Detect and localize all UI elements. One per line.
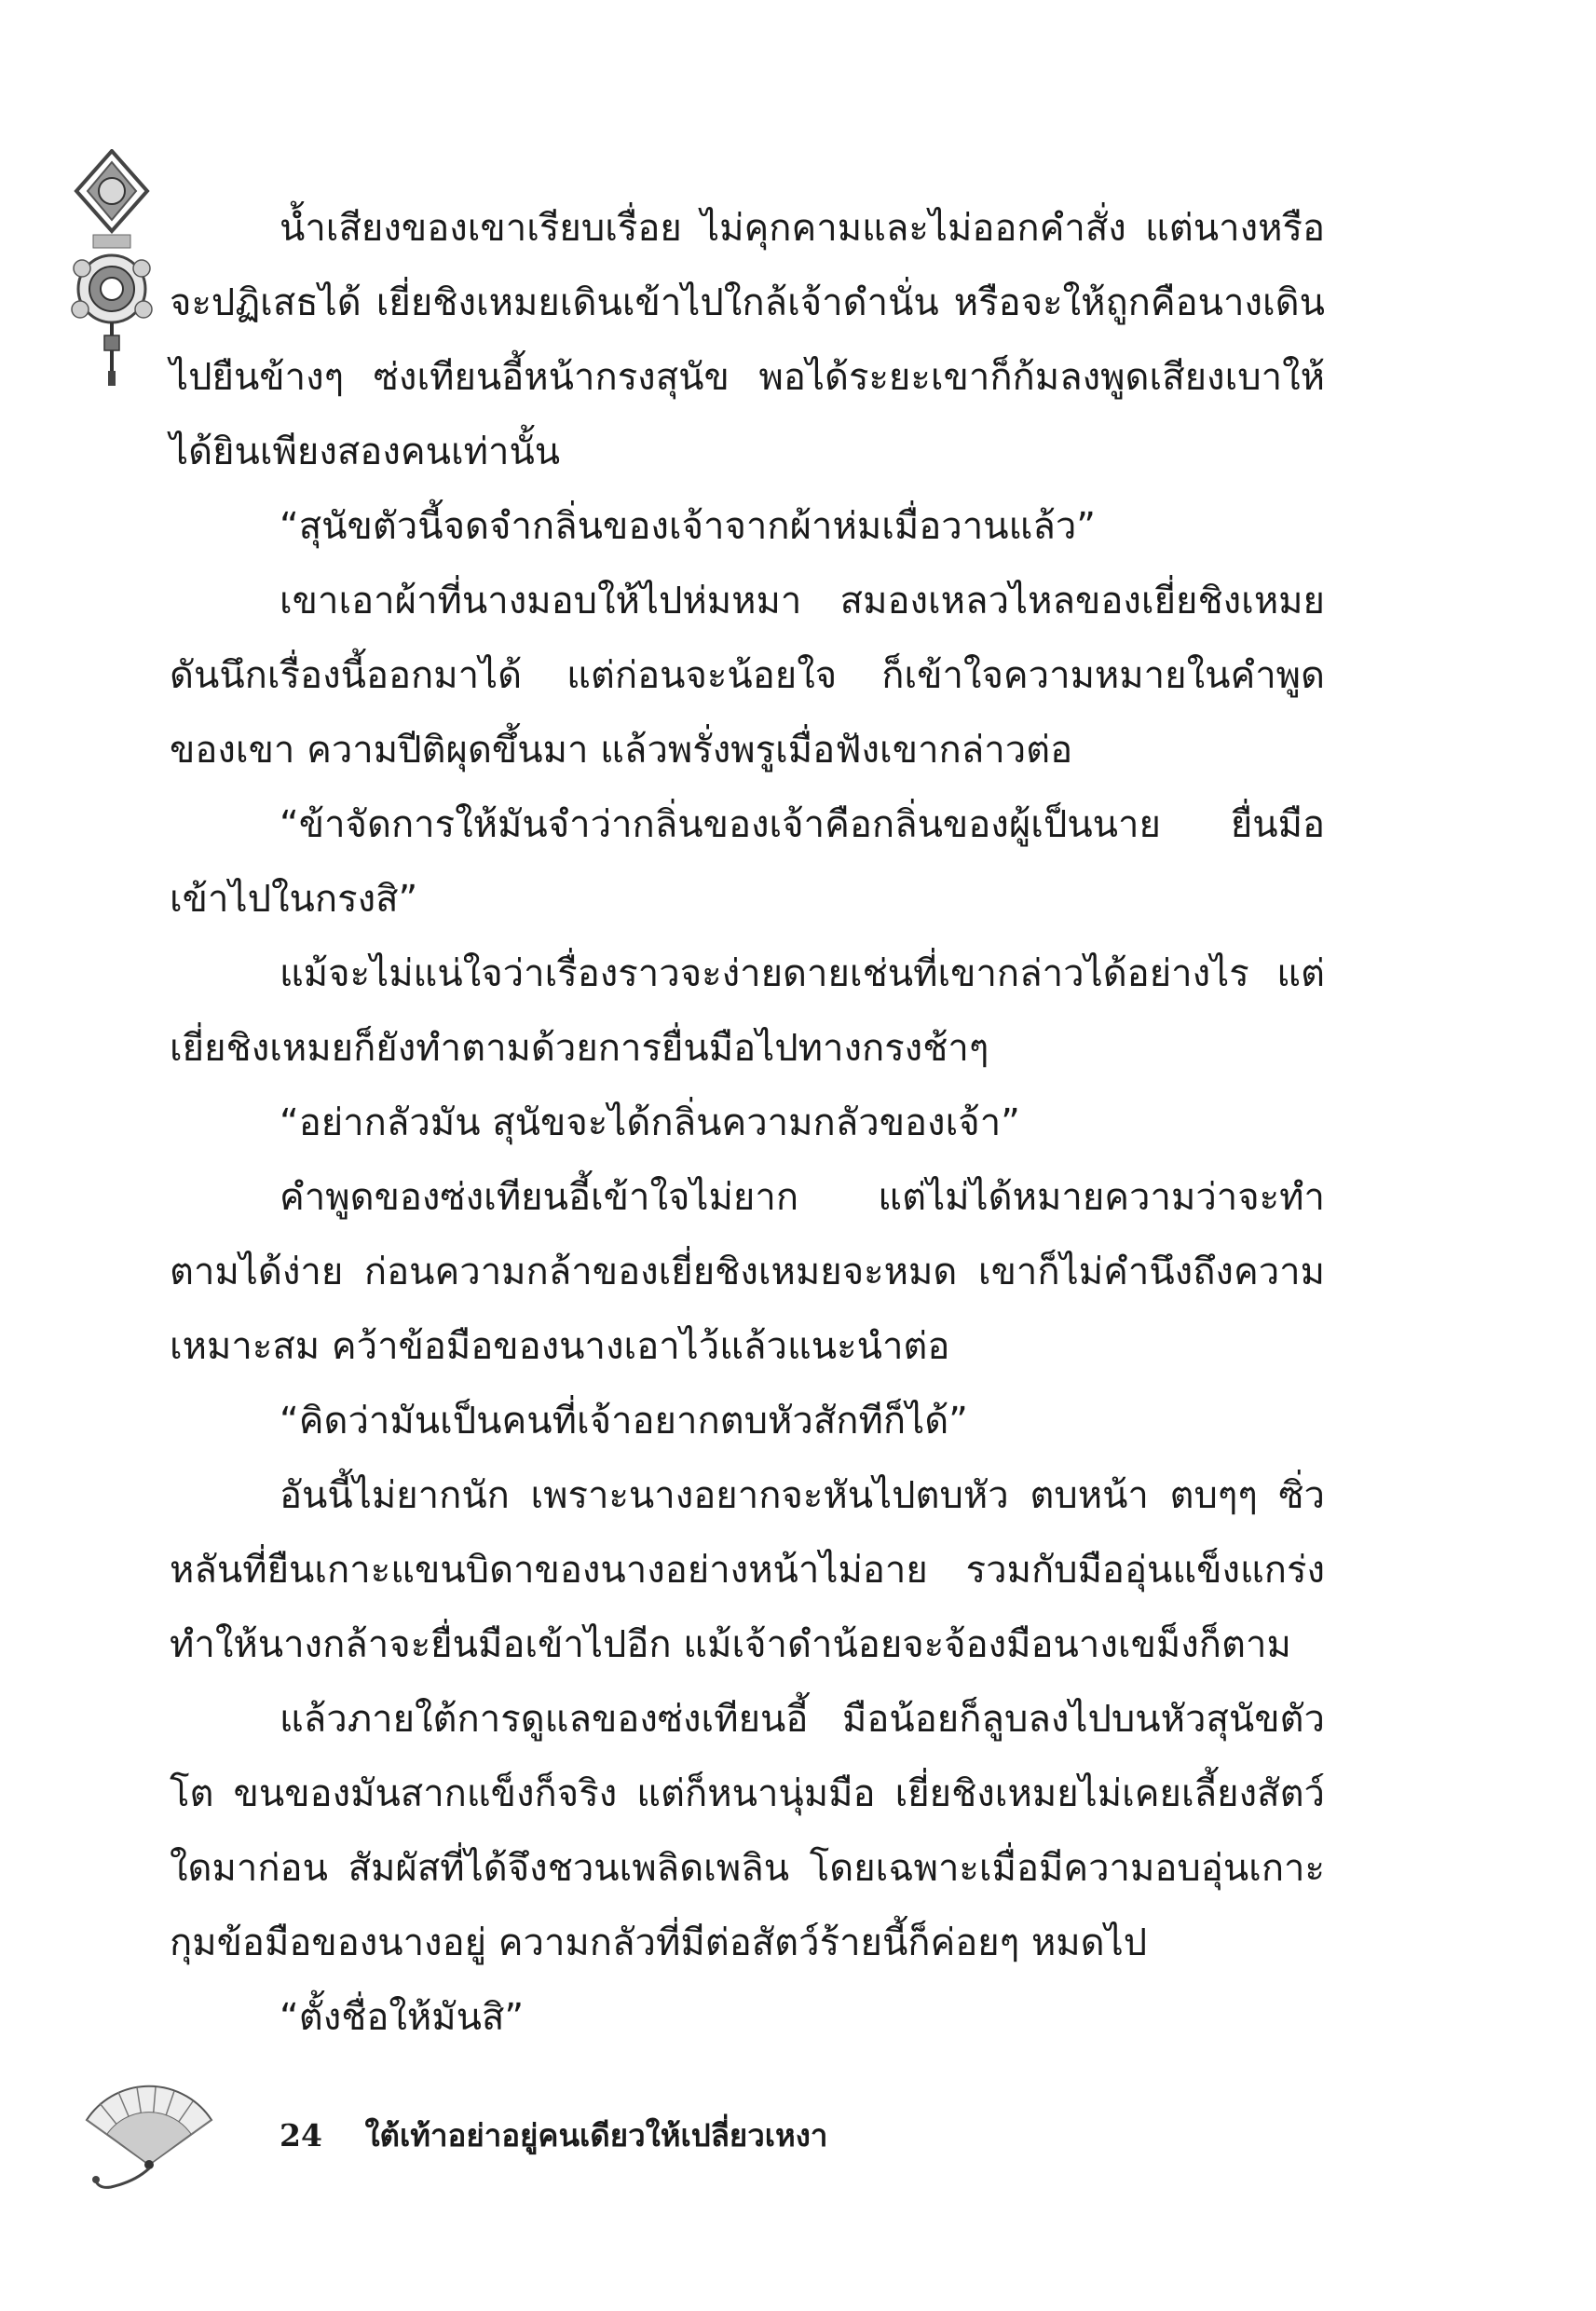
paragraph: แล้วภายใต้การดูแลของซ่งเทียนอี้ มือน้อยก็ลูบลงไปบนหัวสุนัขตัวโต ขนของมันสากแข็งก็จริง แต่ก็หนานุ่มมือ เยี่ยชิงเหมยไม่เคยเลี้ยงสัตว์ใดมาก่อน สัมผัสที่ได้จึงชวนเพลิดเพลิน โดยเฉพาะเมื่อมีความอบอุ่นเกาะกุมข้อมือของนางอยู่ ความกลัวที่มีต่อสัตว์ร้ายนี้ก็ค่อยๆ หมดไป (170, 1698, 1325, 1964)
paragraph: น้ำเสียงของเขาเรียบเรื่อย ไม่คุกคามและไม่ออกคำสั่ง แต่นางหรือจะปฏิเสธได้ เยี่ยชิงเหมยเดินเข้าไปใกล้เจ้าดำนั่น หรือจะให้ถูกคือนางเดินไปยืนข้างๆ ซ่งเทียนอี้หน้ากรงสุนัข พอได้ระยะเขาก็ก้มลงพูดเสียงเบาให้ได้ยินเพียงสองคนเท่านั้น (170, 207, 1325, 473)
page-footer (280, 2108, 827, 2164)
paragraph: “อย่ากลัวมัน สุนัขจะได้กลิ่นความกลัวของเจ้า” (280, 1101, 1020, 1144)
paragraph: คำพูดของซ่งเทียนอี้เข้าใจไม่ยาก แต่ไม่ได้หมายความว่าจะทำตามได้ง่าย ก่อนความกล้าของเยี่ยชิงเหมยจะหมด เขาก็ไม่คำนึงถึงความเหมาะสม คว้าข้อมือของนางเอาไว้แล้วแนะนำต่อ (170, 1176, 1325, 1368)
paragraph: “คิดว่ามันเป็นคนที่เจ้าอยากตบหัวสักทีก็ได้” (280, 1400, 968, 1443)
page-number: 24 (280, 2117, 322, 2154)
book-title: ใต้เท้าอย่าอยู่คนเดียวให้เปลี่ยวเหงา (364, 2117, 828, 2154)
paragraph: “ตั้งชื่อให้มันสิ” (280, 1996, 525, 2039)
paragraph: อันนี้ไม่ยากนัก เพราะนางอยากจะหันไปตบหัว ตบหน้า ตบๆๆ ซิ่วหลันที่ยืนเกาะแขนบิดาของนางอย่างหน้าไม่อาย รวมกับมืออุ่นแข็งแกร่งทำให้นางกล้าจะยื่นมือเข้าไปอีก แม้เจ้าดำน้อยจะจ้องมือนางเขม็งก็ตาม (170, 1474, 1325, 1666)
paragraph: “สุนัขตัวนี้จดจำกลิ่นของเจ้าจากผ้าห่มเมื่อวานแล้ว” (280, 505, 1097, 548)
ornament-emblem-icon (65, 149, 158, 391)
paragraph: แม้จะไม่แน่ใจว่าเรื่องราวจะง่ายดายเช่นที่เขากล่าวได้อย่างไร แต่เยี่ยชิงเหมยก็ยังทำตามด้วยการยื่นมือไปทางกรงช้าๆ (170, 952, 1325, 1070)
paragraph: “ข้าจัดการให้มันจำว่ากลิ่นของเจ้าคือกลิ่นของผู้เป็นนาย ยื่นมือเข้าไปในกรงสิ” (170, 803, 1325, 921)
paragraph: เขาเอาผ้าที่นางมอบให้ไปห่มหมา สมองเหลวไหลของเยี่ยชิงเหมยดันนึกเรื่องนี้ออกมาได้ แต่ก่อนจะน้อยใจ ก็เข้าใจความหมายในคำพูดของเขา ความปีติผุดขึ้นมา แล้วพรั่งพรูเมื่อฟังเขากล่าวต่อ (170, 580, 1325, 772)
body-text (170, 191, 1325, 2055)
folding-fan-icon (79, 2083, 219, 2195)
